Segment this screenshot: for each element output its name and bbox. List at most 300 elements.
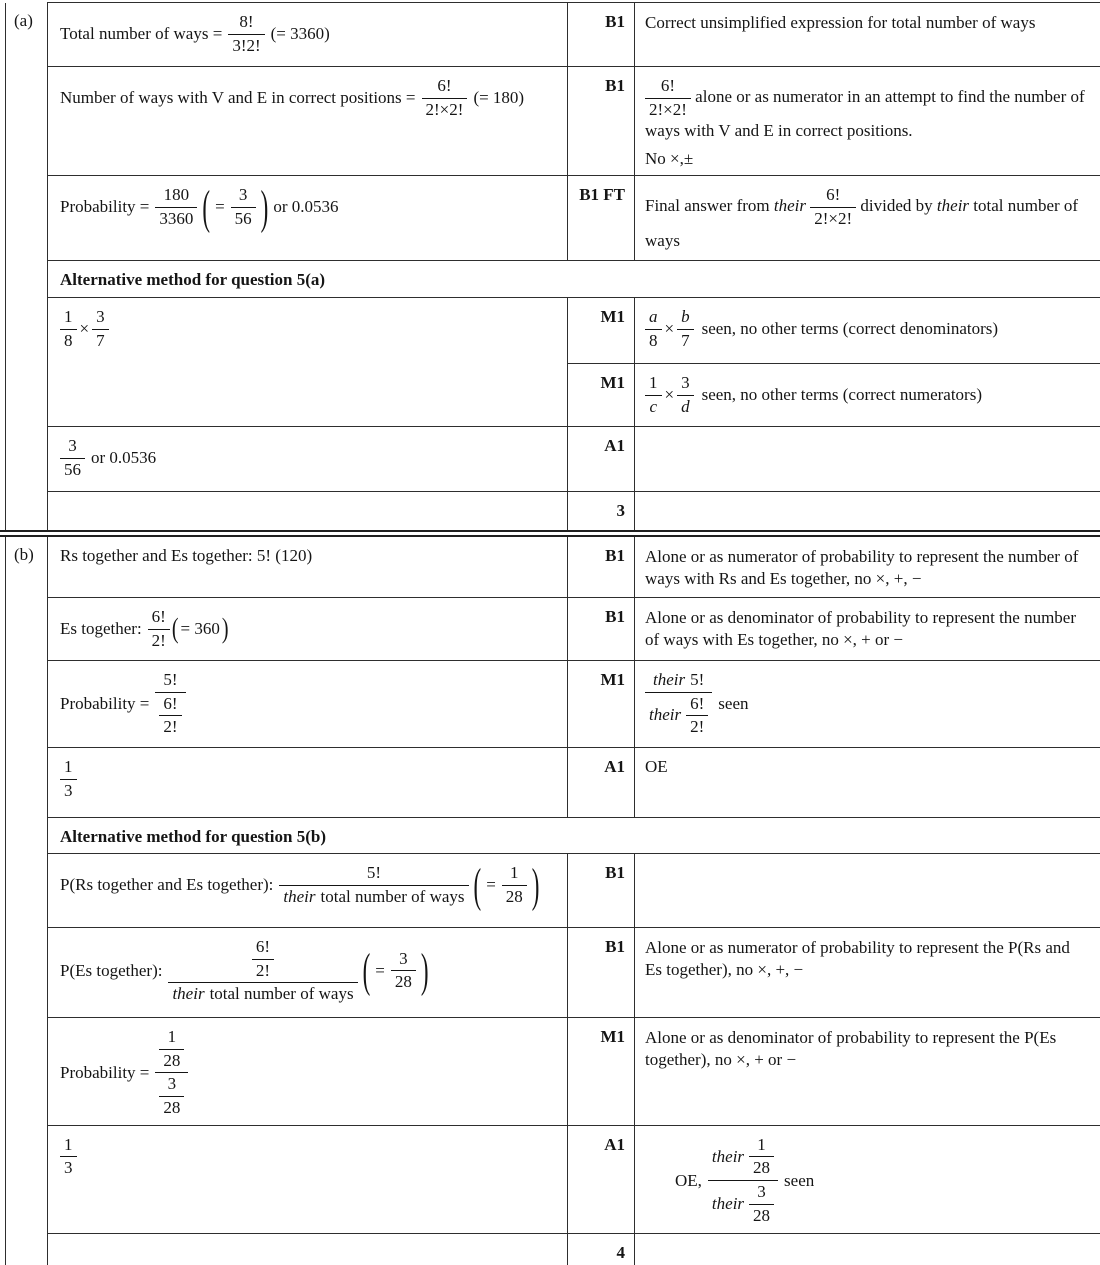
numerator-text: 1 (757, 1134, 766, 1154)
denominator-text: total number of ways (209, 984, 354, 1004)
guidance-cell (635, 3, 1100, 67)
denominator-text: 2! (163, 717, 178, 737)
fraction (155, 670, 185, 738)
equation (60, 607, 559, 651)
denominator (502, 886, 527, 908)
numerator (686, 694, 708, 717)
guidance-text-fragment: alone or as numerator in an attempt to find the number of ways with V and E in correct positions. (645, 87, 1085, 141)
guidance-text-line2: No ×,± (645, 149, 694, 169)
guidance-text-fragment: seen (718, 693, 749, 713)
denominator-text: 7 (96, 330, 105, 350)
numerator-text: 1 (64, 307, 73, 327)
nested-fraction (749, 1135, 774, 1179)
answer-cell (48, 747, 568, 817)
guidance-text: Alone or as denominator of probability to represent the number of ways with Es together, no ×, + or − (645, 607, 1077, 650)
guidance-cell (635, 927, 1100, 1017)
denominator (231, 208, 256, 230)
guidance-text-fragment: OE, (675, 1170, 702, 1190)
their-italic: their (653, 669, 686, 689)
guidance-text-fragment: seen (784, 1170, 815, 1190)
eq-text: = 360 (180, 619, 220, 639)
numerator-text: 8! (239, 12, 254, 31)
table-row (6, 817, 1100, 853)
table-row (6, 176, 1100, 261)
guidance-text-fragment: total number of ways (645, 196, 1079, 250)
numerator (60, 1135, 77, 1158)
numerator-text: 6! (437, 76, 452, 95)
part-label-cell (6, 537, 48, 1265)
numerator (228, 12, 264, 35)
denominator (155, 693, 185, 738)
numerator-text: 3 (399, 948, 408, 968)
fraction (155, 1027, 188, 1119)
guidance-equation (645, 670, 1090, 738)
eq-text: or 0.0536 (91, 448, 157, 468)
numerator (279, 863, 468, 886)
numerator (159, 694, 181, 717)
numerator-text: b (681, 307, 690, 327)
denominator (155, 208, 197, 230)
eq-text: (= 180) (473, 88, 525, 108)
guidance-text: Alone or as denominator of probability to represent the P(Es together), no ×, + or − (645, 1027, 1057, 1070)
big-paren-right: ) (420, 945, 429, 997)
equation (60, 1027, 559, 1119)
denominator (749, 1205, 774, 1227)
table-row (6, 853, 1100, 927)
denominator-text: 2!×2! (425, 99, 464, 119)
table-row (6, 747, 1100, 817)
big-paren-left: ( (473, 859, 482, 911)
fraction (60, 436, 85, 480)
numerator-text: 6! (660, 76, 676, 95)
mark-cell (568, 1125, 635, 1233)
mark-cell (568, 597, 635, 660)
total-marks-cell (568, 492, 635, 530)
denominator (60, 780, 77, 802)
answer-cell (48, 176, 568, 261)
denominator-text: 28 (394, 972, 412, 992)
mark-cell (568, 67, 635, 176)
their-italic: their (283, 886, 316, 906)
part-label-cell (6, 3, 48, 530)
equation (60, 12, 559, 56)
denominator (159, 1050, 184, 1072)
numerator (231, 185, 256, 208)
answer-cell (48, 927, 568, 1017)
guidance-text-fragment: seen, no other terms (correct numerators) (701, 385, 982, 405)
numerator (159, 1027, 184, 1050)
denominator-text: 2!×2! (814, 208, 853, 228)
equation (60, 859, 559, 911)
guidance-cell (635, 67, 1100, 176)
denominator-text: 28 (753, 1158, 771, 1178)
mark-label: A1 (604, 436, 625, 456)
numerator-text: 3 (96, 307, 105, 327)
their-italic: their (936, 196, 970, 216)
fraction (422, 76, 468, 120)
numerator-text: 1 (64, 1134, 73, 1154)
fraction (60, 1135, 77, 1179)
mark-cell (568, 927, 635, 1017)
numerator (155, 185, 197, 208)
mark-cell (568, 298, 635, 364)
guidance-text: Alone or as numerator of probability to represent the number of ways with Rs and Es together, no ×, +, − (645, 546, 1079, 589)
denominator (645, 99, 691, 121)
paren-right: ) (221, 613, 229, 645)
numerator (159, 1074, 184, 1097)
denominator (810, 208, 856, 230)
eq-text: (= 3360) (270, 24, 330, 44)
fraction (155, 185, 197, 229)
fraction (810, 185, 856, 229)
guidance-cell (635, 176, 1100, 261)
empty-cell (48, 492, 568, 530)
fraction (677, 373, 694, 417)
numerator-text: 3 (238, 185, 248, 205)
numerator (645, 307, 662, 330)
mark-cell (568, 427, 635, 492)
guidance-cell (635, 853, 1100, 927)
numerator (92, 307, 109, 330)
part-label: (b) (14, 544, 34, 564)
numerator (677, 307, 694, 330)
nested-fraction (686, 694, 708, 738)
numerator (60, 307, 77, 330)
denominator-text: c (649, 396, 658, 416)
mark-cell (568, 537, 635, 598)
denominator-text: 2! (255, 960, 271, 980)
denominator-text: 28 (753, 1205, 771, 1225)
fraction (645, 373, 662, 417)
guidance-text: Correct unsimplified expression for total number of ways (645, 13, 1036, 32)
big-paren-right: ) (531, 859, 540, 911)
answer-text: Rs together and Es together: 5! (120) (60, 545, 313, 565)
fraction (391, 949, 416, 993)
section-divider (0, 530, 1100, 537)
numerator-text: 3 (681, 373, 690, 393)
mark-label: B1 FT (579, 185, 625, 205)
numerator (60, 436, 85, 459)
denominator (391, 971, 416, 993)
numerator-text: 6! (690, 693, 705, 713)
mark-cell (568, 747, 635, 817)
mark-label: A1 (604, 756, 625, 776)
their-italic: their (773, 196, 806, 216)
alternative-method-title: Alternative method for question 5(b) (60, 826, 326, 846)
table-row (6, 67, 1100, 176)
mark-cell (568, 364, 635, 427)
answer-cell (48, 597, 568, 660)
big-paren-left: ( (362, 945, 371, 997)
denominator (645, 396, 662, 418)
numerator-text: 1 (167, 1026, 177, 1046)
guidance-cell (635, 1017, 1100, 1125)
numerator-text: 1 (64, 756, 73, 776)
denominator (228, 35, 264, 57)
denominator-text: d (681, 396, 690, 416)
fraction (502, 863, 527, 907)
numerator-text: 1 (510, 862, 519, 882)
denominator (749, 1157, 774, 1179)
guidance-equation (645, 307, 1090, 351)
times-sign: × (79, 319, 90, 339)
denominator (677, 330, 694, 352)
fraction (677, 307, 694, 351)
denominator (708, 1181, 778, 1226)
mark-scheme-table-part-b (5, 537, 1100, 1265)
denominator (155, 1073, 188, 1118)
mark-label: M1 (600, 373, 625, 393)
mark-label: B1 (605, 862, 625, 882)
answer-cell (48, 1017, 568, 1125)
denominator-text: 3360 (159, 208, 194, 228)
table-row (6, 660, 1100, 747)
equation (60, 937, 559, 1005)
eq-text: Es together: (60, 619, 142, 639)
their-italic: their (649, 705, 682, 725)
mark-label: M1 (600, 307, 625, 327)
numerator (677, 373, 694, 396)
equals-sign: = (215, 197, 225, 217)
mark-cell (568, 660, 635, 747)
numerator (60, 757, 77, 780)
guidance-text: OE (645, 756, 668, 776)
denominator (92, 330, 109, 352)
numerator (749, 1135, 774, 1158)
table-row (6, 597, 1100, 660)
mark-label: B1 (605, 606, 625, 626)
eq-text: Probability = (60, 693, 150, 713)
eq-text: P(Es together): (60, 960, 163, 980)
their-italic: their (172, 984, 205, 1004)
fraction (168, 937, 357, 1005)
numerator-text: 6! (255, 936, 271, 956)
fraction (60, 757, 77, 801)
eq-text: Probability = (60, 197, 150, 217)
numerator (422, 76, 468, 99)
big-paren-left: ( (202, 181, 211, 233)
numerator (155, 1027, 188, 1073)
table-row (6, 927, 1100, 1017)
table-row (6, 3, 1100, 67)
total-marks: 3 (616, 501, 625, 521)
denominator (645, 693, 712, 738)
fraction (92, 307, 109, 351)
denominator-text: 3 (64, 1158, 73, 1178)
nested-fraction (159, 1027, 184, 1071)
numerator (810, 185, 856, 208)
equals-sign: = (486, 875, 496, 895)
total-marks: 4 (616, 1242, 625, 1262)
mark-label: M1 (600, 1026, 625, 1046)
numerator-text: a (649, 307, 658, 327)
guidance-text-fragment: seen, no other terms (correct denominators) (701, 319, 999, 339)
answer-cell (48, 853, 568, 927)
guidance-cell (635, 364, 1100, 427)
answer-cell (48, 427, 568, 492)
eq-text: Total number of ways = (60, 24, 223, 44)
guidance-cell (635, 427, 1100, 492)
denominator-text: 8 (649, 330, 658, 350)
denominator-text: 2!×2! (649, 99, 687, 119)
total-row (6, 492, 1100, 530)
denominator (422, 99, 468, 121)
denominator-text: 3 (64, 780, 73, 800)
numerator (708, 1135, 778, 1181)
their-italic: their (711, 1146, 745, 1166)
mark-label: B1 (605, 936, 625, 956)
guidance-equation (645, 1135, 1090, 1227)
eq-text: P(Rs together and Es together): (60, 875, 274, 895)
denominator (252, 960, 274, 982)
table-row (6, 427, 1100, 492)
numerator (391, 949, 416, 972)
mark-label: B1 (605, 545, 625, 565)
guidance-text-fragment: divided by (860, 196, 933, 216)
answer-cell (48, 298, 568, 427)
denominator-text: 56 (64, 459, 81, 479)
nested-fraction (252, 937, 274, 981)
denominator (60, 330, 77, 352)
numerator-text: 6! (826, 185, 841, 205)
guidance-cell (635, 747, 1100, 817)
table-row (6, 1125, 1100, 1233)
denominator-text: 28 (505, 886, 523, 906)
denominator-text: 2! (151, 630, 166, 650)
denominator (686, 716, 708, 738)
numerator-text: 3 (167, 1074, 177, 1094)
table-row (6, 1017, 1100, 1125)
alternative-method-header (48, 261, 1100, 298)
their-italic: their (711, 1194, 745, 1214)
numerator-text: 3 (757, 1182, 766, 1202)
mark-label: B1 (605, 12, 625, 31)
fraction (60, 307, 77, 351)
fraction (231, 185, 256, 229)
numerator-text: 6! (151, 606, 166, 626)
equation (60, 181, 559, 233)
numerator (645, 373, 662, 396)
equation (60, 76, 559, 120)
answer-cell (48, 537, 568, 598)
answer-cell (48, 3, 568, 67)
denominator-text: 56 (234, 208, 252, 228)
fraction (148, 607, 170, 651)
equation (60, 670, 559, 738)
alternative-method-title: Alternative method for question 5(a) (60, 270, 326, 290)
times-sign: × (664, 385, 675, 405)
equation (60, 307, 559, 351)
numerator (645, 76, 691, 99)
mark-cell (568, 176, 635, 261)
numerator-text: 5! (366, 862, 382, 882)
guidance-text (645, 185, 1090, 252)
nested-fraction (159, 694, 181, 738)
denominator-text: 28 (163, 1050, 181, 1070)
guidance-cell (635, 537, 1100, 598)
denominator (279, 886, 468, 908)
empty-cell (635, 1233, 1100, 1265)
answer-cell (48, 660, 568, 747)
guidance-text-fragment: Final answer from (645, 196, 770, 216)
mark-label: M1 (600, 669, 625, 689)
numerator-text: 1 (649, 373, 658, 393)
alternative-method-header (48, 817, 1100, 853)
denominator (168, 983, 357, 1005)
empty-cell (635, 492, 1100, 530)
denominator-text: 28 (163, 1098, 181, 1117)
fraction (645, 670, 712, 738)
fraction (708, 1135, 778, 1227)
eq-text: Number of ways with V and E in correct positions = (60, 88, 416, 108)
denominator (159, 716, 181, 738)
nested-fraction (749, 1182, 774, 1226)
numerator (502, 863, 527, 886)
denominator-text: 3!2! (232, 35, 261, 55)
mark-scheme-table-part-a (5, 2, 1100, 530)
empty-cell (48, 1233, 568, 1265)
guidance-text (645, 76, 1090, 143)
equals-sign: = (375, 960, 385, 980)
guidance-cell (635, 660, 1100, 747)
table-row (6, 261, 1100, 298)
mark-cell (568, 1017, 635, 1125)
denominator-text: 7 (681, 330, 690, 350)
eq-text: Probability = (60, 1062, 150, 1082)
total-row (6, 1233, 1100, 1265)
total-marks-cell (568, 1233, 635, 1265)
denominator (677, 396, 694, 418)
numerator-text: 5! (690, 669, 705, 689)
numerator (749, 1182, 774, 1205)
answer-cell (48, 67, 568, 176)
numerator-text: 3 (68, 436, 77, 456)
denominator (60, 459, 85, 481)
part-label: (a) (14, 10, 33, 30)
fraction (279, 863, 468, 907)
denominator-text: total number of ways (320, 886, 465, 906)
denominator-text: 2! (690, 717, 705, 737)
fraction (645, 307, 662, 351)
mark-cell (568, 853, 635, 927)
mark-label: B1 (605, 76, 625, 95)
denominator (148, 630, 170, 652)
guidance-equation (645, 373, 1090, 417)
denominator (60, 1157, 77, 1179)
numerator (155, 670, 185, 693)
guidance-text: Alone or as numerator of probability to represent the P(Rs and Es together), no ×, +, − (645, 937, 1070, 980)
times-sign: × (664, 319, 675, 339)
big-paren-right: ) (260, 181, 269, 233)
mark-label: A1 (604, 1134, 625, 1154)
fraction (645, 76, 691, 120)
numerator (148, 607, 170, 630)
guidance-cell (635, 597, 1100, 660)
numerator (168, 937, 357, 983)
table-row (6, 537, 1100, 598)
paren-left: ( (171, 613, 179, 645)
answer-cell (48, 1125, 568, 1233)
nested-fraction (159, 1074, 184, 1118)
denominator-text: 8 (64, 330, 73, 350)
equation (60, 436, 559, 480)
denominator (645, 330, 662, 352)
numerator-text: 5! (163, 669, 178, 689)
numerator-text: 180 (163, 185, 190, 205)
table-row (6, 298, 1100, 364)
numerator (252, 937, 274, 960)
numerator (645, 670, 712, 693)
